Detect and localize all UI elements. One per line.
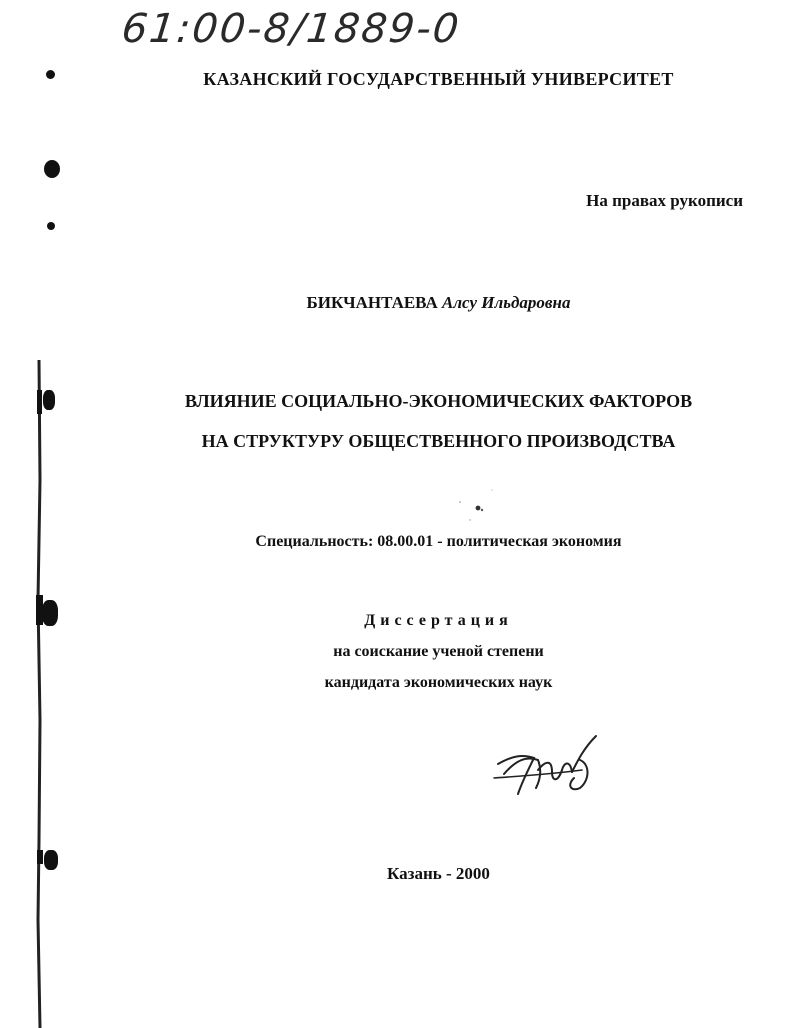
degree-line-1: на соискание ученой степени bbox=[333, 643, 544, 660]
archive-number: 61:00-8/1889-0 bbox=[119, 6, 463, 52]
signature bbox=[492, 730, 607, 800]
author-name bbox=[40, 293, 797, 313]
author-surname: БИКЧАНТАЕВА bbox=[306, 293, 438, 312]
city-year: Казань - 2000 bbox=[387, 864, 490, 883]
specialty: Специальность: 08.00.01 - политическая экономия bbox=[255, 533, 622, 550]
dissertation-title-line-1: ВЛИЯНИЕ СОЦИАЛЬНО-ЭКОНОМИЧЕСКИХ ФАКТОРОВ bbox=[184, 391, 693, 411]
punch-hole-middle bbox=[44, 160, 60, 178]
manuscript-note: На правах рукописи bbox=[586, 191, 743, 210]
scan-specks bbox=[440, 480, 500, 530]
degree-line-2: кандидата экономических наук bbox=[324, 674, 553, 691]
punch-hole-lower bbox=[47, 222, 55, 230]
dissertation-title-line-2: НА СТРУКТУРУ ОБЩЕСТВЕННОГО ПРОИЗВОДСТВА bbox=[201, 431, 676, 451]
binding-edge-marks bbox=[34, 360, 44, 1028]
document-type: Диссертация bbox=[364, 612, 513, 629]
university-name: КАЗАНСКИЙ ГОСУДАРСТВЕННЫЙ УНИВЕРСИТЕТ bbox=[203, 69, 674, 89]
author-given-names: Алсу Ильдаровна bbox=[441, 293, 571, 312]
